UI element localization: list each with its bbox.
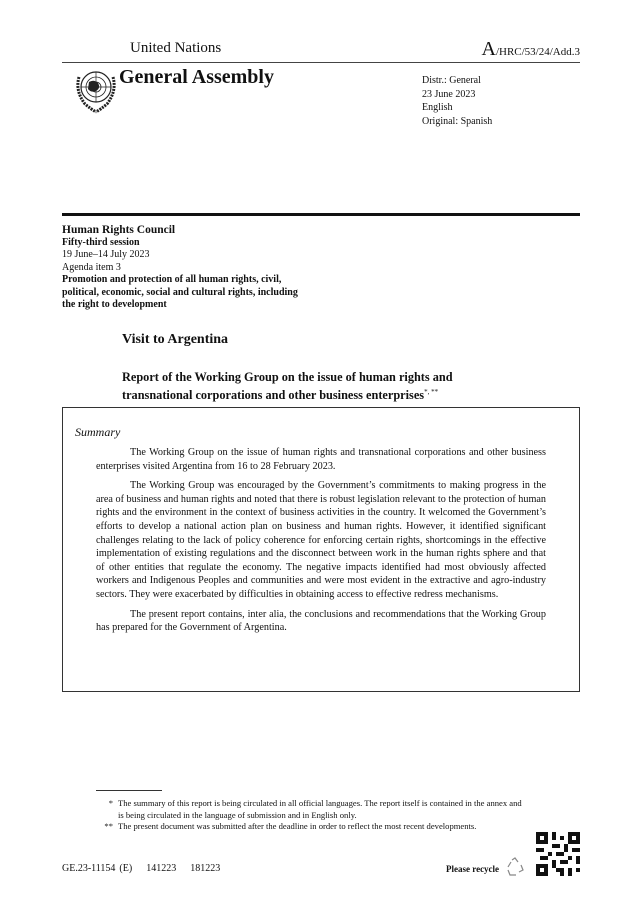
recycle-icon: [504, 856, 526, 878]
session: Fifty-third session: [62, 236, 140, 248]
footnote-marks: *, **: [424, 388, 439, 396]
un-emblem-icon: [74, 65, 118, 115]
council-block: [62, 224, 362, 312]
agenda-title: Promotion and protection of all human rights, civil, political, economic, social and cultural rights, including the right to development: [62, 274, 298, 310]
document-symbol: [482, 38, 581, 61]
summary-paragraph: The present report contains, inter alia, the conclusions and recommendations that the Working Group has prepared for the Government of Argentina.: [96, 608, 546, 634]
council-name: Human Rights Council: [62, 224, 176, 236]
report-title: [122, 370, 522, 403]
document-title: Visit to Argentina: [122, 332, 229, 347]
job-code: GE.23-11154: [62, 863, 116, 874]
distr-line: Distr.: General: [422, 75, 481, 86]
summary-paragraph: The Working Group on the issue of human rights and transnational corporations and other business enterprises visited Argentina from 16 to 28 February 2023.: [96, 447, 546, 472]
header-rule: [62, 62, 580, 63]
footnote-mark: *: [108, 798, 113, 808]
original-language-line: Original: Spanish: [422, 115, 493, 127]
footnote-mark: **: [104, 821, 113, 832]
date-line: 23 June 2023: [422, 88, 476, 100]
footnote-text: The summary of this report is being circulated in all official languages. The report itself is contained in the annex and is being circulated in the language of submission and in English only.: [118, 798, 522, 820]
body-name: General Assembly: [119, 66, 274, 88]
summary-text: [96, 446, 546, 641]
footnote-text: The present document was submitted after the deadline in order to reflect the most recent developments.: [118, 821, 477, 832]
agenda-item: Agenda item 3: [62, 261, 121, 273]
distribution-info: [422, 74, 492, 128]
language-code: (E): [119, 863, 133, 874]
footnote-rule: [96, 790, 162, 791]
date-code: 181223: [190, 863, 221, 874]
date-code: 141223: [146, 863, 177, 874]
symbol-rest: /HRC/53/24/Add.3: [495, 46, 580, 58]
footnote: [96, 821, 526, 833]
organization-name: United Nations: [130, 40, 222, 56]
footnotes: [96, 798, 526, 833]
report-title-text: Report of the Working Group on the issue of human rights and transnational corporations and other business enterprises: [122, 370, 453, 403]
language-line: English: [422, 102, 453, 113]
summary-paragraph: The Working Group was encouraged by the Government’s commitments to making progress in the area of business and human rights and noted that there is robust legislation relevant to the protection of human rights and the environment in the context of business activities in the country. It welcomed the Government’s efforts to develop a national action plan on business and human rights. However, it identified significant challenges relating to the lack of policy coherence for enforcing certain rights, shortcomings in the effective implementation of existing regulations and the disconnect between work in the human rights sphere and that of other entities that regulate the economy. The negative impacts identified had most obviously affected workers and Indigenous Peoples and communities and were most evident in the extractive and agro-industry sectors. They were exacerbated by difficulties in obtaining access to effective redress mechanisms.: [96, 480, 546, 600]
symbol-prefix: A: [481, 38, 496, 60]
summary-label: Summary: [75, 425, 121, 439]
qr-code-icon: [536, 832, 580, 876]
recycle-text: Please recycle: [446, 864, 500, 874]
session-dates: 19 June–14 July 2023: [62, 249, 150, 260]
job-number: [62, 863, 234, 874]
footnote: [96, 798, 526, 821]
thick-rule: [62, 213, 580, 216]
